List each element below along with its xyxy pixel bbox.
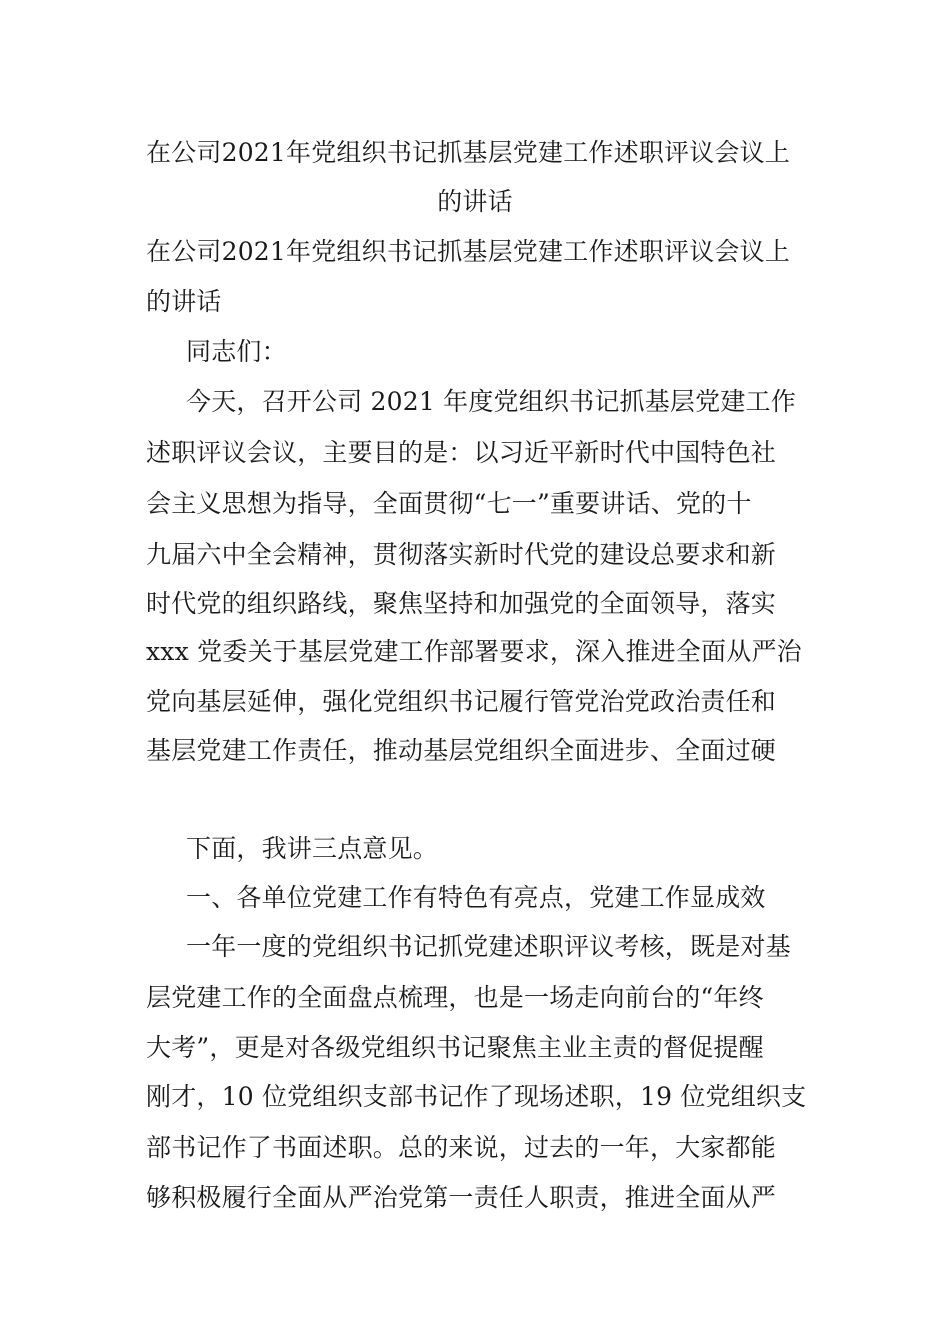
- para3-line-5: 部书记作了书面述职。总的来说，过去的一年，大家都能: [146, 1133, 777, 1162]
- salutation: 同志们：: [186, 337, 287, 366]
- para1-line-3: 会主义思想为指导，全面贯彻“七一”重要讲话、党的十: [146, 489, 752, 518]
- title-line-2: 的讲话: [437, 187, 513, 216]
- subtitle-line-2: 的讲话: [146, 287, 222, 316]
- para1-line-8: 基层党建工作责任，推动基层党组织全面进步、全面过硬: [146, 736, 777, 765]
- para2: 下面，我讲三点意见。: [186, 834, 439, 863]
- para1-line-2: 述职评议会议，主要目的是：以习近平新时代中国特色社: [146, 438, 777, 467]
- para3-line-6: 够积极履行全面从严治党第一责任人职责，推进全面从严: [146, 1183, 777, 1212]
- para3-line-2: 层党建工作的全面盘点梳理，也是一场走向前台的“年终: [146, 983, 764, 1012]
- title-line-1: 在公司2021年党组织书记抓基层党建工作述职评议会议上: [146, 138, 791, 167]
- para1-line-1: 今天，召开公司 2021 年度党组织书记抓基层党建工作: [186, 387, 796, 416]
- para3-line-3: 大考”，更是对各级党组织书记聚焦主业主责的督促提醒: [146, 1033, 764, 1062]
- subtitle-line-1: 在公司2021年党组织书记抓基层党建工作述职评议会议上: [146, 237, 791, 266]
- para1-line-5: 时代党的组织路线，聚焦坚持和加强党的全面领导，落实: [146, 589, 777, 618]
- para1-line-7: 党向基层延伸，强化党组织书记履行管党治党政治责任和: [146, 687, 777, 716]
- para1-line-4: 九届六中全会精神，贯彻落实新时代党的建设总要求和新: [146, 540, 777, 569]
- para3-line-4: 刚才，10 位党组织支部书记作了现场述职，19 位党组织支: [146, 1082, 807, 1111]
- para1-line-6: xxx 党委关于基层党建工作部署要求，深入推进全面从严治: [146, 637, 802, 666]
- section-heading-1: 一、各单位党建工作有特色有亮点，党建工作显成效: [186, 883, 766, 912]
- para3-line-1: 一年一度的党组织书记抓党建述职评议考核，既是对基: [186, 932, 791, 961]
